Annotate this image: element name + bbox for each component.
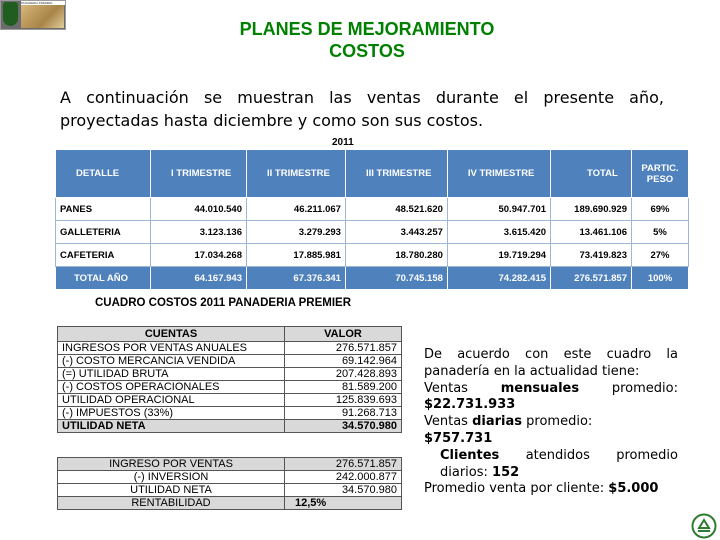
table-cell: 3.615.420 (447, 221, 550, 244)
table-row (58, 407, 402, 420)
table-cell: 69% (632, 198, 689, 221)
table-cell: 34.570.980 (285, 420, 402, 433)
table-row (58, 471, 402, 484)
table-cell: 48.521.620 (345, 198, 447, 221)
sales-header-cell: PARTIC. PESO (632, 150, 689, 198)
table-cell: 91.268.713 (285, 407, 402, 420)
summary-word: Clientes (440, 447, 500, 463)
table-cell: 3.443.257 (345, 221, 447, 244)
table-cell: 3.123.136 (151, 221, 247, 244)
table-row (58, 355, 402, 368)
summary-word: Ventas (424, 380, 468, 396)
summary-per-client-value: $5.000 (608, 481, 659, 497)
table-cell: 74.282.415 (447, 267, 550, 290)
summary-word: diarias (472, 414, 523, 430)
summary-daily-line (424, 414, 678, 431)
sales-header-row (56, 150, 689, 198)
costs-table-title: CUADRO COSTOS 2011 PANADERIA PREMIER (95, 297, 352, 309)
rentability-table (57, 457, 402, 510)
table-cell: 19.719.294 (447, 244, 550, 267)
table-cell: 70.745.158 (345, 267, 447, 290)
table-cell: TOTAL AÑO (56, 267, 151, 290)
table-cell: 44.010.540 (151, 198, 247, 221)
summary-word: Promedio venta por cliente: (424, 481, 605, 497)
table-cell: 34.570.980 (285, 484, 402, 497)
table-cell: 125.839.693 (285, 394, 402, 407)
table-cell: 276.571.857 (551, 267, 632, 290)
table-row (56, 244, 689, 267)
table-row (58, 342, 402, 355)
sales-header-cell: IV TRIMESTRE (447, 150, 550, 198)
table-cell: 100% (632, 267, 689, 290)
sales-header-cell: I TRIMESTRE (151, 150, 247, 198)
table-cell: 13.461.106 (551, 221, 632, 244)
table-cell: 69.142.964 (285, 355, 402, 368)
table-cell: 17.034.268 (151, 244, 247, 267)
sales-total-row (56, 267, 689, 290)
summary-word: Ventas (424, 414, 468, 430)
table-cell: UTILIDAD OPERACIONAL (58, 394, 285, 407)
table-cell: INGRESO POR VENTAS (58, 458, 285, 471)
summary-monthly-line (424, 381, 678, 398)
table-cell: UTILIDAD NETA (58, 420, 285, 433)
costs-header-row (58, 327, 402, 342)
table-cell: 3.279.293 (246, 221, 345, 244)
summary-daily-value: $757.731 (424, 430, 493, 446)
table-cell: 276.571.857 (285, 458, 402, 471)
table-cell: 73.419.823 (551, 244, 632, 267)
summary-word: atendidos promedio diarios: (440, 447, 678, 480)
summary-word: promedio: (526, 414, 593, 430)
page-title (0, 18, 720, 62)
table-cell: PANES (56, 198, 151, 221)
table-cell: 242.000.877 (285, 471, 402, 484)
table-cell: 12,5% (285, 497, 402, 510)
intro-paragraph: A continuación se muestran las ventas durante el presente año, proyectadas hasta diciembre y como son sus costos. (60, 88, 664, 130)
summary-word: promedio: (611, 380, 678, 396)
table-cell: (=) UTILIDAD BRUTA (58, 368, 285, 381)
summary-clients-line (424, 448, 678, 482)
table-cell: 17.885.981 (246, 244, 345, 267)
table-header-cell: VALOR (285, 327, 402, 342)
table-row (58, 484, 402, 497)
summary-per-client-line (424, 481, 678, 498)
table-cell: 276.571.857 (285, 342, 402, 355)
sales-header-cell: TOTAL (551, 150, 632, 198)
table-cell: 189.690.929 (551, 198, 632, 221)
title-line-1: PLANES DE MEJORAMIENTO (239, 19, 495, 39)
table-cell: (-) IMPUESTOS (33%) (58, 407, 285, 420)
table-row (58, 497, 402, 510)
table-cell: CAFETERIA (56, 244, 151, 267)
summary-clients-value: 152 (492, 464, 520, 480)
table-cell: 64.167.943 (151, 267, 247, 290)
summary-text (424, 347, 678, 498)
table-row (58, 368, 402, 381)
sales-header-cell: III TRIMESTRE (345, 150, 447, 198)
summary-monthly-value: $22.731.933 (424, 397, 516, 413)
logo-text: PANADERIA PREMIER (21, 1, 65, 5)
table-row (58, 458, 402, 471)
table-cell: RENTABILIDAD (58, 497, 285, 510)
sales-header-cell: II TRIMESTRE (246, 150, 345, 198)
recycle-icon (691, 513, 717, 539)
table-cell: 207.428.893 (285, 368, 402, 381)
table-row (56, 221, 689, 244)
table-cell: INGRESOS POR VENTAS ANUALES (58, 342, 285, 355)
table-cell: (-) INVERSION (58, 471, 285, 484)
table-header-cell: CUENTAS (58, 327, 285, 342)
sales-header-cell: DETALLE (56, 150, 151, 198)
table-cell: (-) COSTO MERCANCIA VENDIDA (58, 355, 285, 368)
table-row (58, 381, 402, 394)
table-row (58, 420, 402, 433)
sales-table (55, 149, 689, 290)
table-cell: 67.376.341 (246, 267, 345, 290)
table-row (58, 394, 402, 407)
table-cell: UTILIDAD NETA (58, 484, 285, 497)
table-cell: 5% (632, 221, 689, 244)
summary-word: mensuales (500, 380, 580, 396)
table-cell: 46.211.067 (246, 198, 345, 221)
table-cell: 18.780.280 (345, 244, 447, 267)
costs-table (57, 326, 402, 433)
sales-year: 2011 (332, 137, 354, 148)
table-cell: GALLETERIA (56, 221, 151, 244)
table-cell: 27% (632, 244, 689, 267)
table-cell: 50.947.701 (447, 198, 550, 221)
title-line-2: COSTOS (329, 41, 405, 61)
table-cell: 81.589.200 (285, 381, 402, 394)
table-cell: (-) COSTOS OPERACIONALES (58, 381, 285, 394)
summary-intro: De acuerdo con este cuadro la panadería en la actualidad tiene: (424, 347, 678, 379)
table-row (56, 198, 689, 221)
